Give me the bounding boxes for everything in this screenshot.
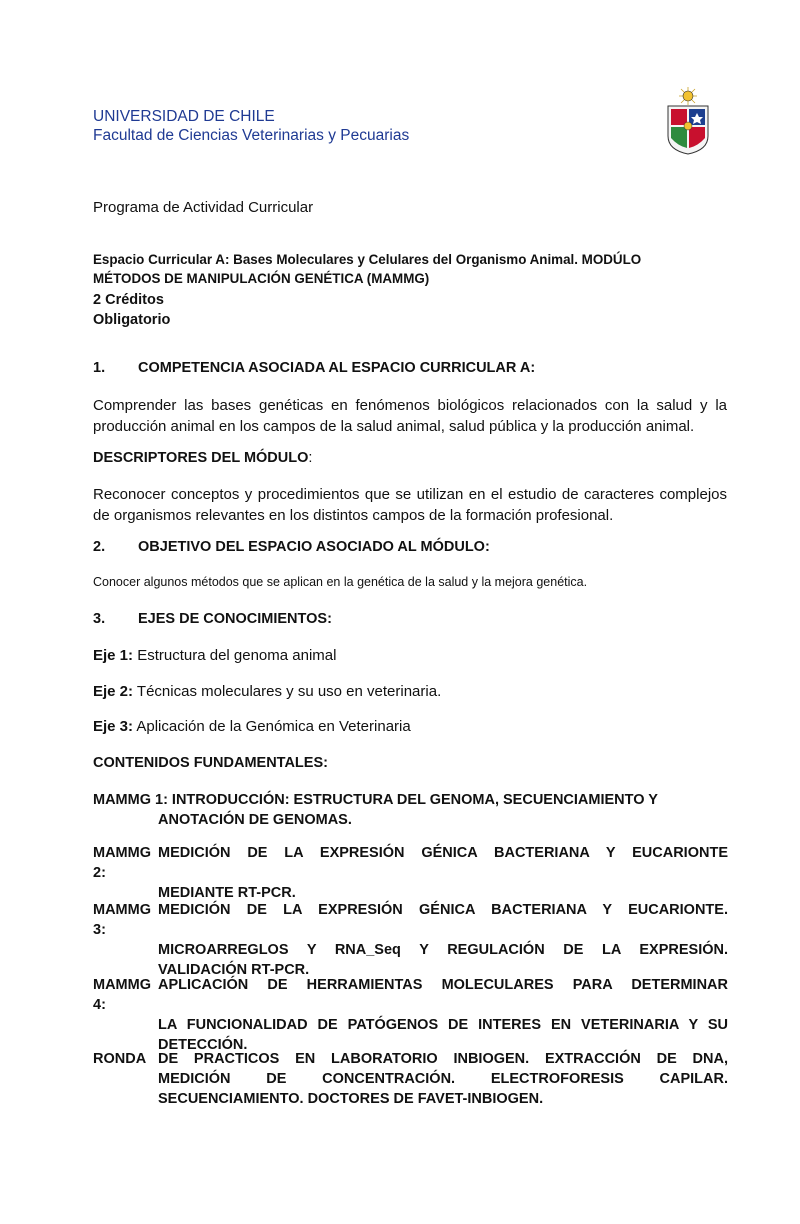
content-item [93, 900, 728, 980]
section-3-number: 3. [93, 611, 106, 627]
section-3-heading [93, 611, 332, 627]
eje-3-label: Eje 3: [93, 718, 134, 735]
curricular-space-line-1: Espacio Curricular A: Bases Moleculares y Celulares del Organismo Animal. MODÚLO [93, 252, 642, 267]
content-item-line-2: MICROARREGLOS Y RNA_Seq Y REGULACIÓN DE LA EXPRESIÓN. [158, 942, 728, 958]
eje-2 [93, 683, 441, 700]
content-item-code: MAMMG 1: [93, 792, 168, 808]
content-item-code: MAMMG 3: [93, 902, 151, 938]
section-2-text: Conocer algunos métodos que se aplican en la genética de la salud y la mejora genética. [93, 575, 588, 589]
curricular-space-line-2: MÉTODOS DE MANIPULACIÓN GENÉTICA (MAMMG) [93, 271, 430, 286]
section-1-title: COMPETENCIA ASOCIADA AL ESPACIO CURRICULAR A: [138, 360, 536, 376]
content-item-line-3: VALIDACIÓN RT-PCR. [158, 962, 310, 978]
eje-1-text: Estructura del genoma animal [133, 647, 337, 664]
descriptors-heading [93, 450, 312, 466]
university-coat-of-arms-icon [664, 84, 712, 156]
content-item [93, 1049, 728, 1109]
section-2-number: 2. [93, 539, 106, 555]
descriptors-title: DESCRIPTORES DEL MÓDULO [93, 450, 309, 466]
course-type: Obligatorio [93, 312, 171, 328]
credits: 2 Créditos [93, 292, 164, 308]
header-text [93, 107, 409, 145]
content-item-code: MAMMG 2: [93, 845, 151, 881]
content-item [93, 975, 728, 1055]
curricular-space-title [93, 250, 641, 288]
content-item-line-2: MEDIANTE RT-PCR. [158, 885, 296, 901]
section-3-title: EJES DE CONOCIMIENTOS: [138, 611, 332, 627]
content-item-code: MAMMG 4: [93, 977, 151, 1013]
section-1-text: Comprender las bases genéticas en fenómenos biológicos relacionados con la salud y la producción animal en los campos de la salud animal, salud pública y la producción animal. [93, 397, 727, 435]
content-item-line-2: MEDICIÓN DE CONCENTRACIÓN. ELECTROFORESIS CAPILAR. [158, 1071, 728, 1087]
section-2-title: OBJETIVO DEL ESPACIO ASOCIADO AL MÓDULO: [138, 539, 490, 555]
university-name: UNIVERSIDAD DE CHILE [93, 108, 275, 125]
content-item-line-2: ANOTACIÓN DE GENOMAS. [158, 812, 352, 828]
faculty-name: Facultad de Ciencias Veterinarias y Pecuarias [93, 127, 410, 144]
content-item-line-2: LA FUNCIONALIDAD DE PATÓGENOS DE INTERES EN VETERINARIA Y SU [158, 1017, 728, 1033]
content-item-code: RONDA [93, 1051, 147, 1067]
descriptors-text: Reconocer conceptos y procedimientos que se utilizan en el estudio de caracteres complejos de organismos relevantes en los distintos campos de la formación profesional. [93, 486, 727, 524]
content-item-line-3: DETECCIÓN. [158, 1037, 248, 1053]
eje-2-text: Técnicas moleculares y su uso en veterinaria. [133, 683, 442, 700]
section-1-heading [93, 360, 535, 376]
contents-title: CONTENIDOS FUNDAMENTALES: [93, 755, 328, 771]
content-item-line-1: INTRODUCCIÓN: ESTRUCTURA DEL GENOMA, SECUENCIAMIENTO Y [171, 792, 658, 808]
content-item-line-1: DE PRACTICOS EN LABORATORIO INBIOGEN. EXTRACCIÓN DE DNA, [158, 1051, 728, 1067]
eje-3 [93, 718, 411, 735]
credits-block [93, 290, 170, 330]
eje-1-label: Eje 1: [93, 647, 134, 664]
content-item [93, 790, 728, 830]
content-item-line-1: MEDICIÓN DE LA EXPRESIÓN GÉNICA BACTERIANA Y EUCARIONTE [158, 845, 728, 861]
content-item-line-3: SECUENCIAMIENTO. DOCTORES DE FAVET-INBIOGEN. [158, 1091, 544, 1107]
eje-3-text: Aplicación de la Genómica en Veterinaria [133, 718, 411, 735]
eje-1 [93, 647, 336, 664]
program-title: Programa de Actividad Curricular [93, 199, 314, 216]
content-item-line-1: MEDICIÓN DE LA EXPRESIÓN GÉNICA BACTERIANA Y EUCARIONTE. [158, 902, 728, 918]
descriptors-colon: : [308, 450, 313, 466]
content-item [93, 843, 728, 903]
section-1-number: 1. [93, 360, 106, 376]
content-item-line-1: APLICACIÓN DE HERRAMIENTAS MOLECULARES PARA DETERMINAR [158, 977, 728, 993]
eje-2-label: Eje 2: [93, 683, 134, 700]
section-2-heading [93, 539, 490, 555]
